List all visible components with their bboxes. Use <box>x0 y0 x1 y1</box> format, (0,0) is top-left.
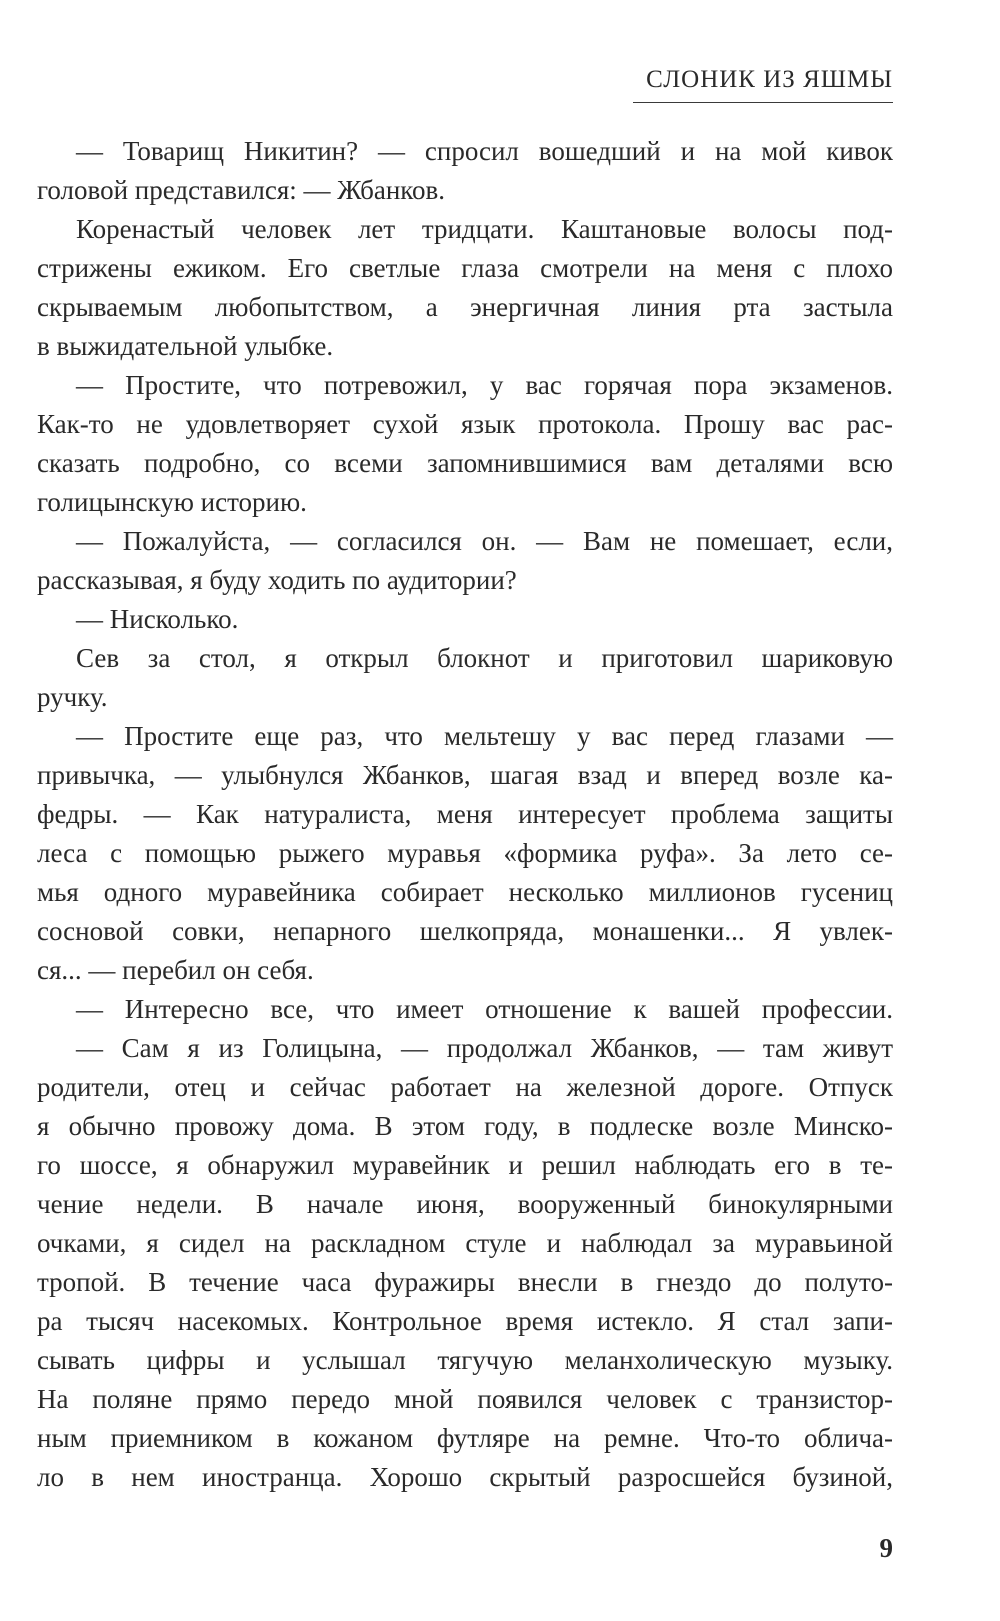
text-line: — Товарищ Никитин? — спросил вошедший и на мой кивок <box>76 136 893 166</box>
text-line: — Простите, что потревожил, у вас горячая пора экзаменов. <box>76 370 893 400</box>
text-line: сосновой совки, непарного шелкопряда, монашенки... Я увлек- <box>37 916 893 946</box>
text-line: ра тысяч насекомых. Контрольное время истекло. Я стал запи- <box>37 1306 893 1336</box>
text-line: го шоссе, я обнаружил муравейник и решил наблюдать его в те- <box>37 1150 893 1180</box>
running-head-title: СЛОНИК ИЗ ЯШМЫ <box>633 64 893 103</box>
text-line: стрижены ежиком. Его светлые глаза смотрели на меня с плохо <box>37 253 893 283</box>
text-line: очками, я сидел на раскладном стуле и наблюдал за муравьиной <box>37 1228 893 1258</box>
text-line: сывать цифры и услышал тягучую меланхолическую музыку. <box>37 1345 893 1375</box>
text-line: в выжидательной улыбке. <box>37 331 334 361</box>
text-line: головой представился: — Жбанков. <box>37 175 446 205</box>
text-line: рассказывая, я буду ходить по аудитории? <box>37 565 517 595</box>
text-line: голицынскую историю. <box>37 487 307 517</box>
text-line: тропой. В течение часа фуражиры внесли в гнездо до полуто- <box>37 1267 893 1297</box>
text-line: Коренастый человек лет тридцати. Каштановые волосы под- <box>76 214 893 244</box>
text-line: мья одного муравейника собирает несколько миллионов гусениц <box>37 877 893 907</box>
text-line: — Простите еще раз, что мельтешу у вас перед глазами — <box>76 721 893 751</box>
text-line: ручку. <box>37 682 108 712</box>
text-line: — Нисколько. <box>76 604 239 634</box>
text-line: — Пожалуйста, — согласился он. — Вам не помешает, если, <box>76 526 893 556</box>
text-line: привычка, — улыбнулся Жбанков, шагая взад и вперед возле ка- <box>37 760 893 790</box>
text-line: чение недели. В начале июня, вооруженный бинокулярными <box>37 1189 893 1219</box>
text-line: леса с помощью рыжего муравья «формика руфа». За лето се- <box>37 838 893 868</box>
text-line: ным приемником в кожаном футляре на ремне. Что-то облича- <box>37 1423 893 1453</box>
body-text <box>37 132 893 1497</box>
text-line: скрываемым любопытством, а энергичная линия рта застыла <box>37 292 893 322</box>
text-line: ся... — перебил он себя. <box>37 955 314 985</box>
page-number: 9 <box>879 1533 893 1563</box>
text-line: ло в нем иностранца. Хорошо скрытый разросшейся бузиной, <box>37 1462 893 1492</box>
text-line: На поляне прямо передо мной появился человек с транзистор- <box>37 1384 893 1414</box>
text-line: родители, отец и сейчас работает на железной дороге. Отпуск <box>37 1072 893 1102</box>
text-line: — Сам я из Голицына, — продолжал Жбанков, — там живут <box>76 1033 893 1063</box>
text-line: я обычно провожу дома. В этом году, в подлеске возле Минско- <box>37 1111 893 1141</box>
text-line: — Интересно все, что имеет отношение к вашей профессии. <box>76 994 893 1024</box>
text-line: сказать подробно, со всеми запомнившимися вам деталями всю <box>37 448 893 478</box>
text-line: Сев за стол, я открыл блокнот и приготовил шариковую <box>76 643 893 673</box>
text-line: федры. — Как натуралиста, меня интересует проблема защиты <box>37 799 893 829</box>
text-line: Как-то не удовлетворяет сухой язык протокола. Прошу вас рас- <box>37 409 893 439</box>
